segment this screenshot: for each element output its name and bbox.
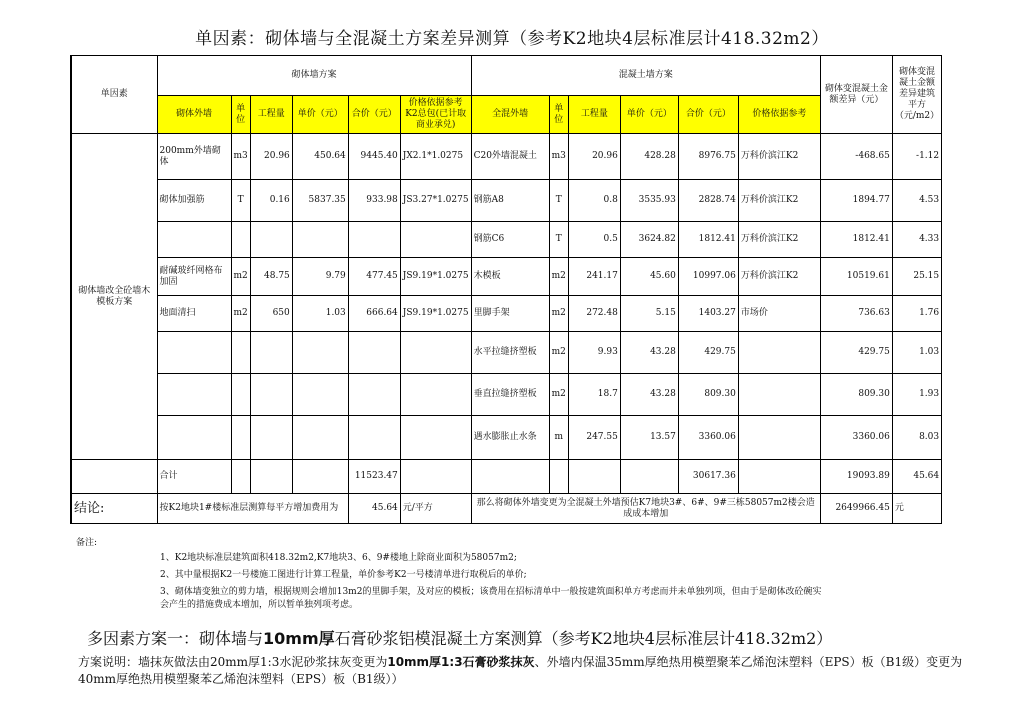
cell-m-ref xyxy=(400,416,471,460)
cell-c-unit: m2 xyxy=(549,258,568,296)
cell-m-unit: m3 xyxy=(231,134,250,180)
cell-diff: 809.30 xyxy=(820,374,892,416)
cell-m-price: 9.79 xyxy=(292,258,348,296)
cell-c-total: 10997.06 xyxy=(678,258,738,296)
cell-m-unit: m2 xyxy=(231,258,250,296)
note-item: 3、砌体墙变独立的剪力墙，根据规则会增加13m2的里脚手架，及对应的模板；该费用在招标清单中一般按建筑面积单方考虑而并未单独列项，但由于是砌体改砼碗实 xyxy=(160,587,822,597)
col-concrete-qty: 工程量 xyxy=(568,96,620,134)
page-title: 单因素：砌体墙与全混凝土方案差异测算（参考K2地块4层标准层计418.32m2） xyxy=(195,29,829,49)
cell-c-qty: 241.17 xyxy=(568,258,620,296)
desc-bold: 10mm厚1:3石膏砂浆抹灰 xyxy=(387,655,535,669)
table-row xyxy=(71,222,942,258)
cell-m-item: 砌体加强筋 xyxy=(157,180,231,222)
cell-diff: -468.65 xyxy=(820,134,892,180)
cell-m-item: 200mm外墙砌体 xyxy=(157,134,231,180)
cell-m-price: 5837.35 xyxy=(292,180,348,222)
cell-diff-m2: 1.76 xyxy=(892,296,941,332)
cell-m-total xyxy=(348,416,400,460)
header-concrete-plan: 混凝土墙方案 xyxy=(471,56,820,96)
cell-m-item xyxy=(157,332,231,374)
cell-m-price xyxy=(292,332,348,374)
cell-m-unit xyxy=(231,374,250,416)
total-masonry: 11523.47 xyxy=(348,460,400,494)
cell-m-price: 450.64 xyxy=(292,134,348,180)
desc-part: 方案说明：墙抹灰做法由20mm厚1:3水泥砂浆抹灰变更为 xyxy=(78,655,388,669)
cell-c-price: 43.28 xyxy=(620,332,678,374)
cell-m-item xyxy=(157,416,231,460)
cell-c-item: 木模板 xyxy=(471,258,549,296)
cell-c-qty: 0.5 xyxy=(568,222,620,258)
col-concrete-unit: 单位 xyxy=(549,96,568,134)
cell-m-qty xyxy=(250,222,292,258)
cell-c-price: 45.60 xyxy=(620,258,678,296)
table-row xyxy=(71,374,942,416)
cell-diff-m2: 1.03 xyxy=(892,332,941,374)
conclusion-unit-2: 元 xyxy=(892,494,941,524)
cell-c-item: 遇水膨胀止水条 xyxy=(471,416,549,460)
cell-c-price: 3624.82 xyxy=(620,222,678,258)
multi-title-part: 石膏砂浆铝模混凝土方案测算（参考K2地块4层标准层计418.32m2） xyxy=(334,629,833,648)
col-masonry-price: 单价（元） xyxy=(292,96,348,134)
total-label: 合计 xyxy=(157,460,231,494)
cell-c-item: 钢筋C6 xyxy=(471,222,549,258)
cell-m-ref: JS3.27*1.0275 xyxy=(400,180,471,222)
table-row xyxy=(71,180,942,222)
col-masonry-qty: 工程量 xyxy=(250,96,292,134)
cell-m-total xyxy=(348,222,400,258)
cell-m-item: 地面清扫 xyxy=(157,296,231,332)
cell-m-ref xyxy=(400,332,471,374)
total-row xyxy=(71,460,942,494)
cell-c-qty: 18.7 xyxy=(568,374,620,416)
cell-m-item: 耐碱玻纤网格布加固 xyxy=(157,258,231,296)
cell-diff: 3360.06 xyxy=(820,416,892,460)
cell-c-qty: 247.55 xyxy=(568,416,620,460)
cell-c-unit: m3 xyxy=(549,134,568,180)
cell-c-ref: 万科价滨江K2 xyxy=(738,180,820,222)
col-concrete-ref: 价格依据参考 xyxy=(738,96,820,134)
cell-c-unit: m2 xyxy=(549,374,568,416)
col-masonry-unit: 单位 xyxy=(231,96,250,134)
cell-m-unit xyxy=(231,332,250,374)
cell-c-qty: 20.96 xyxy=(568,134,620,180)
cell-c-ref: 万科价滨江K2 xyxy=(738,222,820,258)
cell-c-qty: 272.48 xyxy=(568,296,620,332)
cell-m-qty: 20.96 xyxy=(250,134,292,180)
cell-c-total: 3360.06 xyxy=(678,416,738,460)
notes-label: 备注: xyxy=(76,538,98,548)
table-row xyxy=(71,332,942,374)
table-row xyxy=(71,416,942,460)
header-diff-per-area: 砌体变混凝土金额差异建筑平方（元/m2） xyxy=(892,56,941,134)
cell-c-total: 8976.75 xyxy=(678,134,738,180)
cell-m-ref: JS9.19*1.0275 xyxy=(400,296,471,332)
header-single-factor: 单因素 xyxy=(71,56,157,134)
cell-diff: 1894.77 xyxy=(820,180,892,222)
cell-c-total: 1812.41 xyxy=(678,222,738,258)
cell-c-total: 2828.74 xyxy=(678,180,738,222)
cell-m-ref: JX2.1*1.0275 xyxy=(400,134,471,180)
conclusion-row xyxy=(71,494,942,524)
cell-c-ref xyxy=(738,332,820,374)
total-diff-m2: 45.64 xyxy=(892,460,941,494)
cell-m-total xyxy=(348,332,400,374)
col-masonry-item: 砌体外墙 xyxy=(157,96,231,134)
cell-m-ref: JS9.19*1.0275 xyxy=(400,258,471,296)
conclusion-text-1: 按K2地块1#楼标准层测算每平方增加费用为 xyxy=(157,494,348,524)
cell-c-price: 428.28 xyxy=(620,134,678,180)
cell-m-price: 1.03 xyxy=(292,296,348,332)
cell-c-item: 里脚手架 xyxy=(471,296,549,332)
col-concrete-total: 合价（元） xyxy=(678,96,738,134)
cell-m-price xyxy=(292,374,348,416)
cell-c-ref xyxy=(738,374,820,416)
cell-c-unit: m2 xyxy=(549,332,568,374)
cell-c-unit: m2 xyxy=(549,296,568,332)
col-masonry-ref: 价格依据参考K2总包(已计取商业承兑) xyxy=(400,96,471,134)
multi-title-bold: 10mm厚 xyxy=(263,629,335,648)
cell-m-ref xyxy=(400,222,471,258)
conclusion-label: 结论: xyxy=(71,494,157,524)
cell-c-price: 43.28 xyxy=(620,374,678,416)
cell-diff-m2: 25.15 xyxy=(892,258,941,296)
table-row xyxy=(71,296,942,332)
cell-m-total xyxy=(348,374,400,416)
cell-c-total: 809.30 xyxy=(678,374,738,416)
cell-diff: 736.63 xyxy=(820,296,892,332)
cell-m-total: 477.45 xyxy=(348,258,400,296)
total-concrete: 30617.36 xyxy=(678,460,738,494)
cell-c-item: 钢筋A8 xyxy=(471,180,549,222)
cell-diff: 1812.41 xyxy=(820,222,892,258)
cell-c-ref: 万科价滨江K2 xyxy=(738,258,820,296)
cell-diff: 429.75 xyxy=(820,332,892,374)
cell-m-unit xyxy=(231,416,250,460)
table-row xyxy=(71,258,942,296)
cell-m-ref xyxy=(400,374,471,416)
cell-c-unit: T xyxy=(549,180,568,222)
cell-diff-m2: 4.53 xyxy=(892,180,941,222)
cell-c-price: 5.15 xyxy=(620,296,678,332)
cell-m-qty: 650 xyxy=(250,296,292,332)
cell-diff-m2: 8.03 xyxy=(892,416,941,460)
cell-c-ref: 万科价滨江K2 xyxy=(738,134,820,180)
plan-description xyxy=(78,654,978,688)
cell-c-ref xyxy=(738,416,820,460)
conclusion-value-2: 2649966.45 xyxy=(820,494,892,524)
desc-part: 、外墙内保温35mm厚绝热用模塑聚苯乙烯泡沫塑料（EPS）板（B1级）变更为40mm厚绝热用模塑聚苯乙烯泡沫塑料（EPS）板（B1级）） xyxy=(78,655,963,686)
cell-c-qty: 0.8 xyxy=(568,180,620,222)
cell-m-total: 666.64 xyxy=(348,296,400,332)
note-item: 2、其中量根据K2一号楼施工图进行计算工程量，单价参考K2一号楼清单进行取税后的单价; xyxy=(160,570,527,580)
cell-c-unit: T xyxy=(549,222,568,258)
cell-m-unit: T xyxy=(231,180,250,222)
cell-m-qty xyxy=(250,332,292,374)
note-item: 会产生的措施费成本增加，所以暂单独列项考虑。 xyxy=(160,600,359,610)
cell-c-price: 13.57 xyxy=(620,416,678,460)
header-diff-amount: 砌体变混凝土金额差异（元） xyxy=(820,56,892,134)
header-masonry-plan: 砌体墙方案 xyxy=(157,56,471,96)
cell-c-item: 垂直拉缝挤塑板 xyxy=(471,374,549,416)
cell-m-total: 9445.40 xyxy=(348,134,400,180)
table-row xyxy=(71,134,942,180)
cell-m-price xyxy=(292,416,348,460)
col-concrete-item: 全混外墙 xyxy=(471,96,549,134)
cell-c-qty: 9.93 xyxy=(568,332,620,374)
cell-c-ref: 市场价 xyxy=(738,296,820,332)
cell-m-item xyxy=(157,374,231,416)
cell-c-total: 429.75 xyxy=(678,332,738,374)
row-group-label: 砌体墙改全砼墙木模板方案 xyxy=(71,134,157,460)
cell-m-total: 933.98 xyxy=(348,180,400,222)
cell-c-item: 水平拉缝挤塑板 xyxy=(471,332,549,374)
conclusion-text-2: 那么将砌体外墙变更为全混凝土外墙预估K7地块3#、6#、9#三栋58057m2楼会造成成本增加 xyxy=(471,494,820,524)
cell-m-unit xyxy=(231,222,250,258)
cost-comparison-table xyxy=(70,55,942,524)
note-item: 1、K2地块标准层建筑面积418.32m2,K7地块3、6、9#楼地上除商业面积为58057m2; xyxy=(160,553,517,563)
cell-diff-m2: 4.33 xyxy=(892,222,941,258)
cell-c-item: C20外墙混凝土 xyxy=(471,134,549,180)
cell-m-item xyxy=(157,222,231,258)
multi-factor-title xyxy=(87,626,832,649)
cell-diff-m2: 1.93 xyxy=(892,374,941,416)
conclusion-unit-1: 元/平方 xyxy=(400,494,471,524)
cell-m-qty: 48.75 xyxy=(250,258,292,296)
cell-m-qty xyxy=(250,416,292,460)
cell-m-unit: m2 xyxy=(231,296,250,332)
total-diff: 19093.89 xyxy=(820,460,892,494)
cell-diff-m2: -1.12 xyxy=(892,134,941,180)
col-masonry-total: 合价（元） xyxy=(348,96,400,134)
multi-title-part: 多因素方案一：砌体墙与 xyxy=(87,629,264,648)
cell-c-total: 1403.27 xyxy=(678,296,738,332)
cell-diff: 10519.61 xyxy=(820,258,892,296)
cell-m-qty xyxy=(250,374,292,416)
conclusion-value-1: 45.64 xyxy=(348,494,400,524)
col-concrete-price: 单价（元） xyxy=(620,96,678,134)
cell-m-qty: 0.16 xyxy=(250,180,292,222)
cell-c-unit: m xyxy=(549,416,568,460)
cell-m-price xyxy=(292,222,348,258)
cell-c-price: 3535.93 xyxy=(620,180,678,222)
